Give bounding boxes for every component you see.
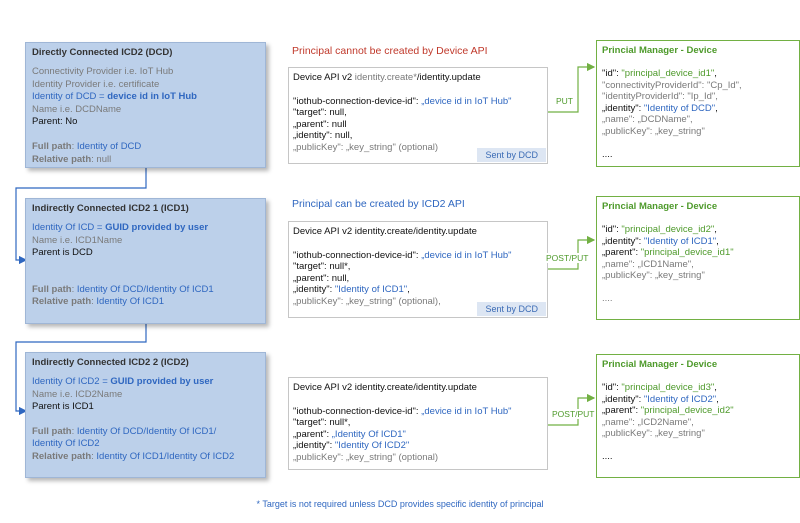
principal-field-line: [602, 440, 794, 452]
principal-field-line: [602, 247, 794, 259]
api-header-line: [293, 72, 543, 84]
icd-box-line: [32, 79, 259, 92]
text-segment: Device API v2 identity.create/identity.update: [293, 226, 477, 237]
text-segment: „parent":: [293, 428, 332, 440]
api-payload-line: [293, 119, 543, 131]
text-segment: Device API v2: [293, 72, 355, 83]
text-segment: „name": „DCDName",: [602, 114, 693, 125]
text-segment: ,: [716, 393, 719, 405]
icd-box-title: Indirectly Connected ICD2 1 (ICD1): [32, 203, 189, 214]
text-segment: ,: [407, 284, 410, 295]
text-segment: „parent": null: [293, 118, 347, 130]
principal-manager-box-1: [596, 40, 800, 167]
api-box-header: [293, 382, 543, 394]
text-segment: „identity":: [293, 284, 335, 295]
text-segment: Relative path: [32, 450, 92, 462]
text-segment: "principal_device_id1": [640, 247, 734, 258]
text-segment: Identity Of ICD2: [32, 438, 100, 450]
text-segment: „device id in IoT Hub": [421, 249, 512, 261]
api-payload-line: [293, 440, 543, 452]
icd-box-line: [32, 451, 259, 464]
text-segment: "principal_device_id2": [621, 224, 715, 235]
icd-box-line: [32, 426, 259, 439]
text-segment: „parent":: [602, 405, 641, 416]
section-title-cannot-create: Principal cannot be created by Device API: [292, 45, 488, 57]
text-segment: "iothub-connection-device-id":: [293, 249, 422, 261]
principal-field-line: [602, 259, 794, 271]
principal-field-line: [602, 270, 794, 282]
text-segment: „publicKey": „key_string": [602, 125, 705, 137]
principal-manager-title: Princial Manager - Device: [602, 201, 718, 212]
spacer: [32, 414, 259, 426]
text-segment: "principal_device_id1": [621, 68, 715, 79]
text-segment: identity.create*: [354, 72, 417, 83]
principal-field-line: [602, 91, 794, 103]
principal-field-line: [602, 149, 794, 161]
spacer: [32, 260, 259, 272]
text-segment: :: [71, 425, 77, 437]
text-segment: „identity":: [602, 235, 644, 247]
icd-box-line: [32, 296, 259, 309]
text-segment: :: [91, 450, 97, 462]
text-segment: „publicKey": „key_string": [602, 270, 705, 281]
text-segment: ,: [716, 235, 719, 247]
text-segment: Identity of DCD =: [32, 91, 108, 103]
sent-by-badge: Sent by DCD: [477, 302, 546, 316]
text-segment: „parent": null,: [293, 272, 350, 284]
text-segment: "target": null*,: [293, 417, 351, 428]
principal-field-line: [602, 382, 794, 394]
principal-field-line: [602, 451, 794, 463]
principal-field-line: [602, 137, 794, 149]
api-box-icd2: [288, 377, 548, 470]
text-segment: "principal_device_id3": [621, 382, 715, 393]
text-segment: "connectivityProviderId": "Cp_Id",: [602, 79, 742, 91]
text-segment: Identity Of DCD/Identity Of ICD1: [76, 283, 214, 295]
text-segment: :: [71, 283, 77, 295]
icd-box-line: [32, 438, 259, 451]
spacer: [32, 129, 259, 141]
text-segment: Identity Of ICD2 =: [32, 376, 111, 387]
text-segment: Full path: [32, 140, 72, 152]
principal-field-line: [602, 224, 794, 236]
text-segment: Identity Of DCD/Identity Of ICD1/: [76, 425, 217, 437]
text-segment: Name i.e. DCDName: [32, 103, 122, 115]
icd-box-line: [32, 389, 259, 402]
text-segment: device id in IoT Hub: [107, 91, 197, 103]
footnote: * Target is not required unless DCD provides specific identity of principal: [256, 499, 544, 509]
text-segment: Identity of DCD: [76, 140, 142, 152]
text-segment: GUID provided by user: [110, 376, 214, 387]
text-segment: Name i.e. ICD1Name: [32, 234, 123, 246]
text-segment: "target": null,: [293, 107, 347, 118]
api-payload-line: [293, 429, 543, 441]
api-payload-line: [293, 250, 543, 262]
text-segment: „identity":: [602, 393, 644, 405]
icd-box-title: Indirectly Connected ICD2 2 (ICD2): [32, 357, 189, 368]
text-segment: „name": „ICD1Name",: [602, 258, 694, 270]
principal-field-line: [602, 126, 794, 138]
api-payload-line: [293, 452, 543, 464]
icd-box-line: [32, 222, 259, 235]
text-segment: /identity.update: [416, 72, 481, 83]
text-segment: "Identity of ICD1": [643, 235, 717, 247]
text-segment: "Identity Of ICD2": [334, 440, 410, 451]
text-segment: Parent: No: [32, 116, 78, 128]
post-put-label-1: POST/PUT: [546, 253, 589, 263]
icd-box-line: [32, 284, 259, 297]
text-segment: Relative path: [32, 296, 92, 308]
text-segment: Identity Of ICD1: [96, 296, 165, 308]
principal-field-line: [602, 293, 794, 305]
text-segment: "Identity of DCD": [643, 102, 716, 114]
spacer: [32, 272, 259, 284]
text-segment: „publicKey": „key_string" (optional): [293, 451, 439, 463]
api-payload-line: [293, 273, 543, 285]
principal-manager-title: Princial Manager - Device: [602, 45, 718, 56]
sent-by-badge: Sent by DCD: [477, 148, 546, 162]
principal-field-line: [602, 103, 794, 115]
icd-box-line: [32, 104, 259, 117]
text-segment: „publicKey": „key_string" (optional): [293, 141, 439, 153]
text-segment: "iothub-connection-device-id":: [293, 405, 422, 417]
text-segment: „identity":: [293, 440, 335, 451]
principal-field-line: [602, 417, 794, 429]
text-segment: "Identity of ICD1": [334, 284, 408, 295]
text-segment: Parent is ICD1: [32, 401, 94, 413]
icd-box-line: [32, 247, 259, 260]
principal-field-line: [602, 282, 794, 294]
api-payload-line: [293, 107, 543, 119]
icd-box-icd2: [25, 352, 266, 478]
text-segment: "Identity of ICD2": [643, 393, 717, 405]
text-segment: „publicKey": „key_string" (optional),: [293, 295, 441, 307]
text-segment: Identity Provider i.e. certificate: [32, 78, 160, 90]
text-segment: GUID provided by user: [105, 222, 209, 233]
text-segment: "target": null*,: [293, 261, 351, 272]
principal-field-line: [602, 236, 794, 248]
text-segment: „device id in IoT Hub": [421, 405, 512, 417]
text-segment: "identityProviderId": "Ip_Id",: [602, 91, 718, 102]
post-put-label-2: POST/PUT: [552, 409, 595, 419]
text-segment: ....: [602, 148, 613, 160]
icd-box-line: [32, 91, 259, 104]
api-box-icd1: [288, 221, 548, 318]
text-segment: ,: [715, 102, 718, 114]
text-segment: : null: [91, 153, 112, 165]
text-segment: ....: [602, 293, 613, 304]
principal-manager-title: Princial Manager - Device: [602, 359, 718, 370]
api-payload-line: [293, 417, 543, 429]
api-box-header: [293, 72, 543, 84]
text-segment: ,: [714, 68, 717, 79]
text-segment: „parent":: [602, 247, 641, 258]
icd-box-line: [32, 141, 259, 154]
text-segment: Name i.e. ICD2Name: [32, 388, 123, 400]
icd-box-line: [32, 401, 259, 414]
text-segment: Connectivity Provider i.e. IoT Hub: [32, 66, 174, 77]
api-header-line: [293, 226, 543, 238]
api-payload-line: [293, 284, 543, 296]
text-segment: "id":: [602, 68, 622, 79]
principal-field-line: [602, 68, 794, 80]
text-segment: ,: [714, 382, 717, 393]
principal-manager-box-2: [596, 196, 800, 320]
icd-box-line: [32, 376, 259, 389]
principal-field-line: [602, 428, 794, 440]
text-segment: "iothub-connection-device-id":: [293, 95, 422, 107]
api-payload-line: [293, 96, 543, 108]
text-segment: "id":: [602, 224, 622, 235]
api-header-line: [293, 382, 543, 394]
text-segment: Full path: [32, 425, 72, 437]
text-segment: „Identity Of ICD1": [331, 428, 406, 440]
principal-field-line: [602, 405, 794, 417]
icd-box-dcd: [25, 42, 266, 168]
text-segment: „identity": null,: [293, 130, 353, 141]
text-segment: Identity Of ICD1/Identity Of ICD2: [96, 450, 235, 462]
api-box-header: [293, 226, 543, 238]
text-segment: "principal_device_id2": [640, 405, 734, 416]
principal-field-line: [602, 394, 794, 406]
text-segment: Full path: [32, 283, 72, 295]
text-segment: „publicKey": „key_string": [602, 428, 705, 439]
text-segment: „name": „ICD2Name",: [602, 416, 694, 428]
icd-box-title: Directly Connected ICD2 (DCD): [32, 47, 173, 58]
put-label: PUT: [556, 96, 573, 106]
text-segment: :: [71, 140, 77, 152]
text-segment: "id":: [602, 382, 622, 393]
text-segment: ....: [602, 451, 613, 462]
api-payload-line: [293, 406, 543, 418]
icd-box-line: [32, 235, 259, 248]
api-payload-line: [293, 130, 543, 142]
icd-box-icd1: [25, 198, 266, 324]
section-title-can-create: Principal can be created by ICD2 API: [292, 198, 465, 210]
principal-field-line: [602, 80, 794, 92]
text-segment: Relative path: [32, 153, 92, 165]
principal-manager-box-3: [596, 354, 800, 478]
text-segment: :: [91, 296, 97, 308]
icd-box-line: [32, 66, 259, 79]
principal-field-line: [602, 114, 794, 126]
text-segment: Identity Of ICD =: [32, 222, 106, 233]
api-box-dcd: [288, 67, 548, 164]
api-payload-line: [293, 261, 543, 273]
text-segment: Device API v2 identity.create/identity.update: [293, 382, 477, 393]
text-segment: „identity":: [602, 102, 644, 114]
text-segment: ,: [714, 224, 717, 235]
text-segment: „device id in IoT Hub": [421, 95, 512, 107]
text-segment: Parent is DCD: [32, 247, 93, 259]
icd-box-line: [32, 116, 259, 129]
icd-box-line: [32, 154, 259, 167]
